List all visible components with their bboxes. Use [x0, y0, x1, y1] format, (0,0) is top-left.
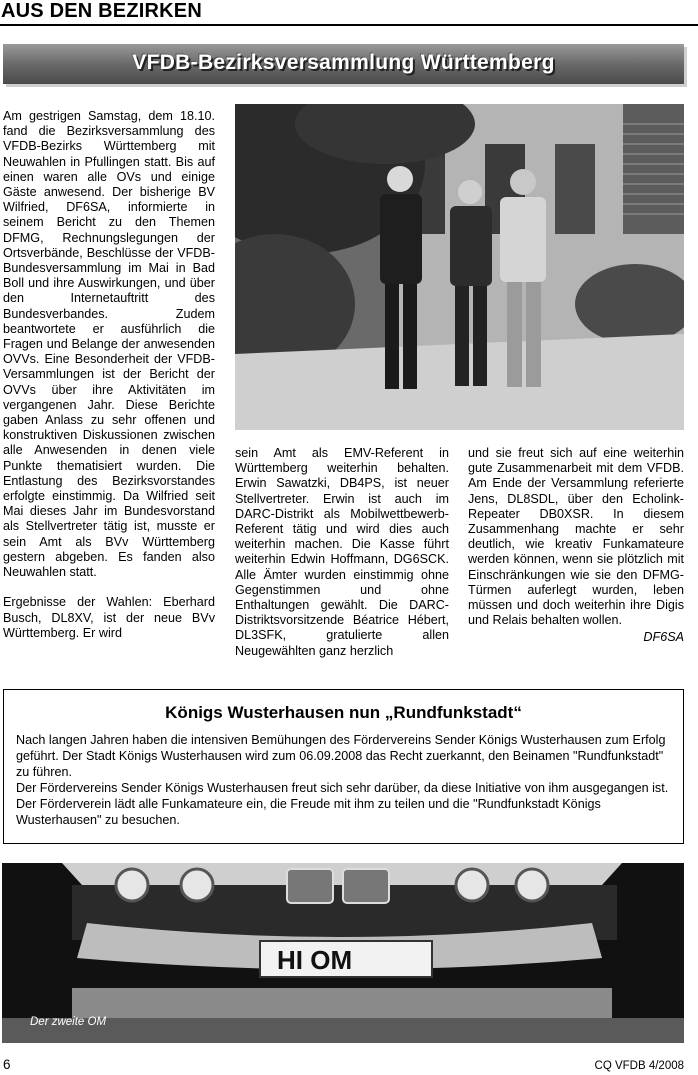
page-number: 6	[3, 1057, 11, 1072]
car-photo-caption: Der zweite OM	[30, 1016, 107, 1028]
news-box-body	[16, 732, 672, 828]
news-box-title: Königs Wusterhausen nun „Rundfunkstadt“	[165, 703, 522, 722]
article-title-banner	[3, 44, 684, 84]
author-signature: DF6SA	[643, 630, 684, 645]
article-column-1	[3, 109, 215, 641]
group-photo	[235, 104, 684, 430]
article-paragraph: und sie freut sich auf eine weiterhin gute Zusammenarbeit mit dem VFDB. Am Ende der Versammlung referierte Jens, DL8SDL, über den Echolink-Repeater DB0XSR. In diesem Zusammenhang machte er sehr deutlich, wie kreativ Funkamateure werden können, wenn sie plötzlich mit Einschränkungen wie sie den DFMG-Türmen auferlegt wurden, leben müssen und doch weiterhin ihre Digis und Relais behalten wollen.	[468, 446, 684, 628]
section-label: AUS DEN BEZIRKEN	[0, 0, 698, 26]
news-paragraph: Der Fördervereins Sender Königs Wusterhausen freut sich sehr darüber, da diese Initiative von ihm ausgegangen ist. Der Förderverein lädt alle Funkamateure ein, die Freude mit ihm zu teilen und die "Rundfunkstadt Königs Wusterhausen" zu besuchen.	[16, 781, 669, 827]
news-box	[3, 689, 684, 844]
article-column-3	[468, 446, 684, 646]
article-title: VFDB-Bezirksversammlung Württemberg	[132, 51, 555, 74]
article-paragraph: Am gestrigen Samstag, dem 18.10. fand die Bezirksversammlung des VFDB-Bezirks Württemberg mit Neuwahlen in Pfullingen statt. Bis auf einen waren alle OVs und einige Gäste anwesend. Der bisherige BV Wilfried, DF6SA, informierte in seinem Bericht zu den Themen DFMG, Rechnungslegungen der Ortsverbände, Beschlüsse der VFDB-Bundesversammlung im Mai in Bad Boll und ihre Auswirkungen, und über den Internetauftritt des Bundesverbandes. Zudem beantwortete er ausführlich die Fragen und Belange der anwesenden OVVs. Eine Besonderheit der VFDB-Versammlungen ist der Bericht der OVVs über ihre Aktivitäten im vergangenen Jahr. Diese Berichte gaben Anlass zu sehr offenen und konstruktiven Diskussionen zwischen alle Anwesenden in denen viele Punkte thematisiert wurden. Die Entlastung des Bezirksvorstandes erfolgte einstimmig. Da Wilfried seit Mai dieses Jahr im Bundesvorstand als Stellvertreter tätig ist, musste er sein Amt als BVv Württemberg gestern abgeben. Es fanden also Neuwahlen statt.	[3, 109, 215, 580]
issue-label: CQ VFDB 4/2008	[594, 1060, 684, 1072]
news-paragraph: Nach langen Jahren haben die intensiven Bemühungen des Fördervereins Sender Königs Wusterhausen zum Erfolg geführt. Der Stadt Königs Wusterhausen wird zum 06.09.2008 das Recht zuerkannt, den Beinamen "Rundfunkstadt" zu führen.	[16, 733, 666, 779]
article-column-2	[235, 446, 449, 659]
license-plate-text: HI OM	[277, 945, 353, 975]
article-paragraph: sein Amt als EMV-Referent in Württemberg weiterhin behalten. Erwin Sawatzki, DB4PS, ist neuer Stellvertreter. Erwin ist auch im DARC-Distrikt als Mobilwettbewerb-Referent tätig und wird dies auch weiterhin machen. Die Kasse führt weiterhin Edwin Hoffmann, DG6SCK. Alle Ämter wurden einstimmig ohne Gegenstimmen und ohne Enthaltungen gewählt. Die DARC-Distriktsvorsitzende Béatrice Hébert, DL3SFK, gratulierte allen Neugewählten ganz herzlich	[235, 446, 449, 658]
group-photo-illustration	[235, 104, 684, 430]
article-paragraph: Ergebnisse der Wahlen: Eberhard Busch, DL8XV, ist der neue BVv Württemberg. Er wird	[3, 595, 215, 640]
